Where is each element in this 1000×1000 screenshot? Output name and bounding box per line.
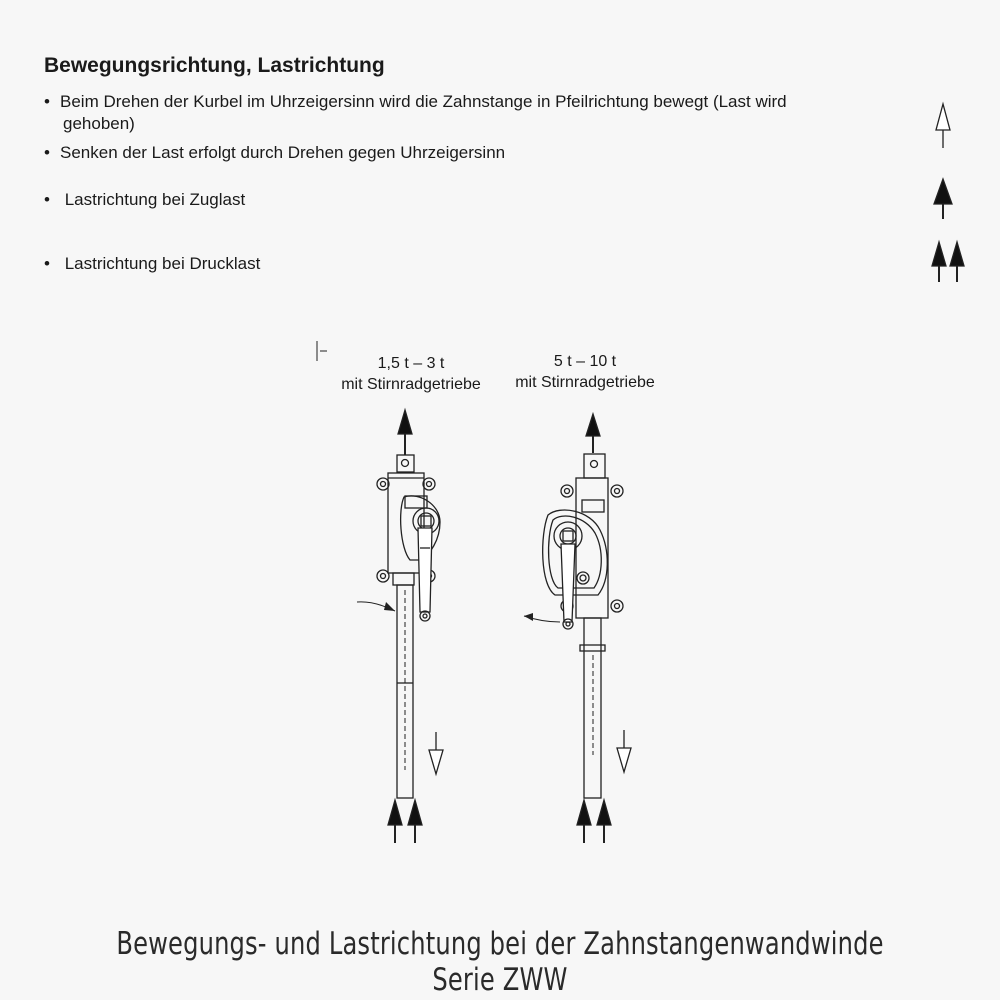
solid-arrow-up-icon: [398, 410, 412, 455]
left-winch: [357, 410, 443, 843]
bullet-marker: •: [44, 254, 50, 273]
bullet-text-lift-line2: gehoben): [63, 114, 135, 133]
bullet-text-lift-line1: Beim Drehen der Kurbel im Uhrzeigersinn wird die Zahnstange in Pfeilrichtung bewegt (Last wird: [60, 92, 787, 111]
right-winch-capacity: 5 t – 10 t: [553, 353, 617, 370]
hollow-arrow-down-icon: [617, 730, 631, 772]
stray-mark: [317, 341, 327, 361]
hollow-arrow-up-icon: [936, 104, 950, 148]
left-winch-gear: mit Stirnradgetriebe: [341, 376, 481, 393]
hollow-arrow-down-icon: [429, 732, 443, 774]
solid-arrow-up-icon: [934, 179, 952, 219]
figure-caption: Bewegungs- und Lastrichtung bei der Zahnstangenwandwinde Serie ZWW: [116, 926, 884, 998]
bullet-text-tension-load: Lastrichtung bei Zuglast: [60, 190, 246, 209]
bullet-marker: •: [44, 143, 50, 162]
right-winch: [524, 414, 631, 843]
right-winch-gear: mit Stirnradgetriebe: [515, 374, 655, 391]
bullet-text-lower: Senken der Last erfolgt durch Drehen gegen Uhrzeigersinn: [60, 143, 506, 162]
double-solid-arrow-up-icon: [388, 800, 422, 843]
double-solid-arrow-up-icon: [932, 242, 964, 282]
double-solid-arrow-up-icon: [577, 800, 611, 843]
section-heading: Bewegungsrichtung, Lastrichtung: [44, 54, 385, 77]
bullet-marker: •: [44, 190, 50, 209]
bullet-text-compression-load: Lastrichtung bei Drucklast: [60, 254, 261, 273]
bullet-marker: •: [44, 92, 50, 111]
solid-arrow-up-icon: [586, 414, 600, 453]
left-winch-capacity: 1,5 t – 3 t: [377, 355, 445, 372]
